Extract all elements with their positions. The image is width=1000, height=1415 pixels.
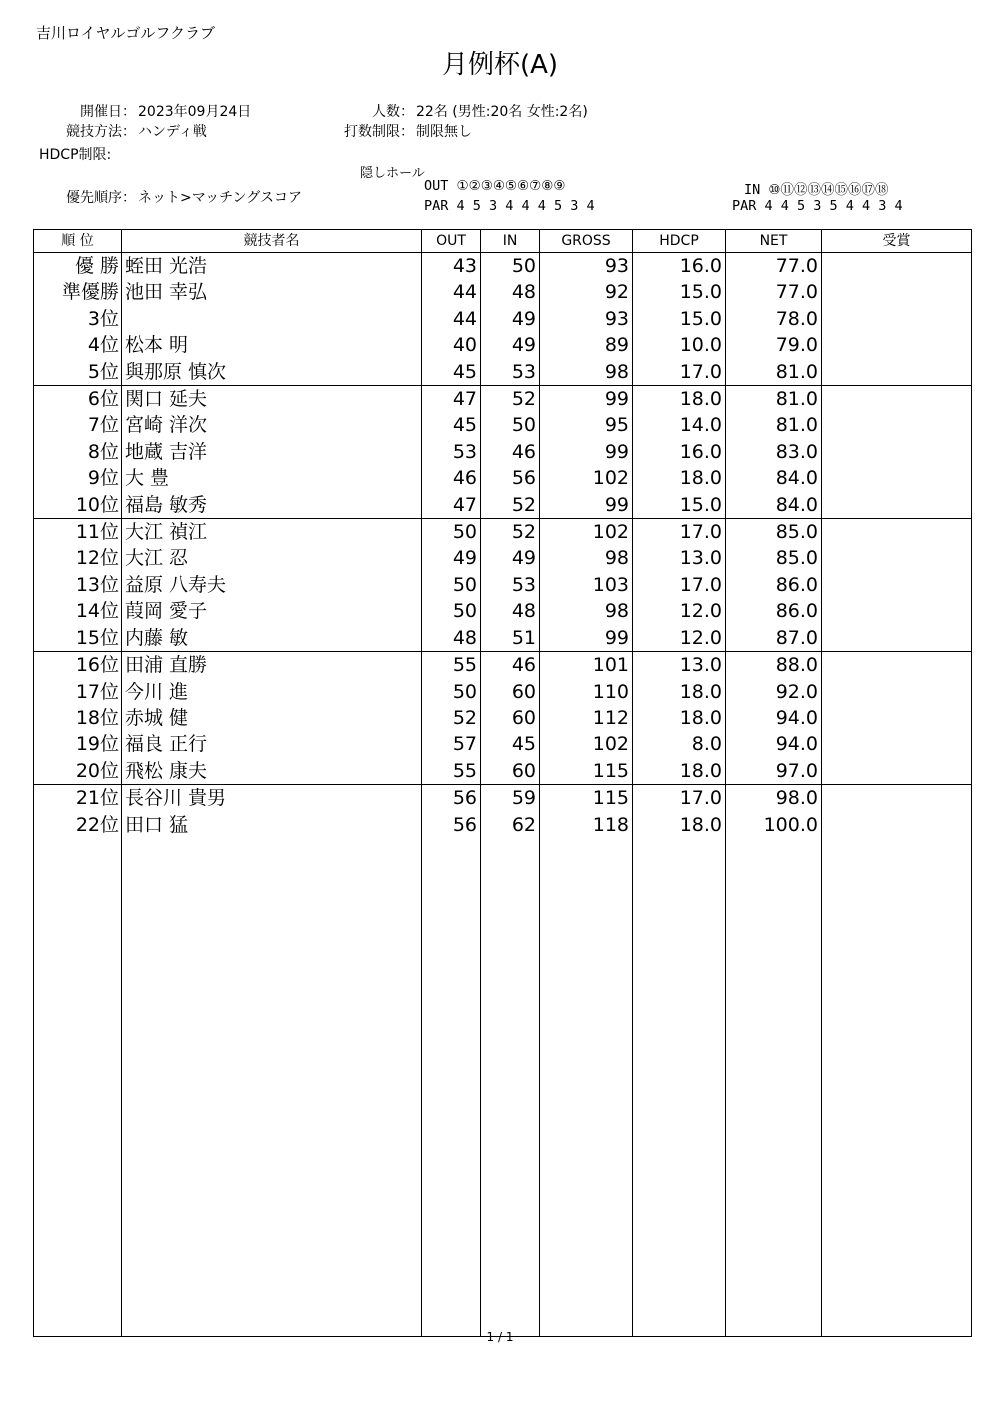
table-row bbox=[34, 705, 972, 731]
club-name: 吉川ロイヤルゴルフクラブ bbox=[36, 24, 215, 42]
filler-cell bbox=[726, 838, 822, 1337]
net-cell: 85.0 bbox=[726, 545, 822, 571]
rank-cell: 5位 bbox=[34, 359, 122, 386]
filler-cell bbox=[122, 838, 422, 1337]
out-cell: 44 bbox=[422, 279, 481, 305]
out-cell: 50 bbox=[422, 519, 481, 546]
hdcp-cell: 18.0 bbox=[633, 705, 726, 731]
name-cell: 福島 敏秀 bbox=[122, 492, 422, 519]
net-cell: 94.0 bbox=[726, 731, 822, 757]
table-row bbox=[34, 359, 972, 386]
net-cell: 97.0 bbox=[726, 758, 822, 785]
gross-cell: 115 bbox=[540, 785, 633, 812]
in-cell: 52 bbox=[481, 492, 540, 519]
table-row bbox=[34, 812, 972, 838]
date-value: 2023年09月24日 bbox=[138, 104, 252, 120]
hdcp-cell: 18.0 bbox=[633, 758, 726, 785]
rank-cell: 6位 bbox=[34, 386, 122, 413]
table-header-row bbox=[34, 230, 972, 253]
table-row bbox=[34, 279, 972, 305]
in-cell: 60 bbox=[481, 758, 540, 785]
table-row bbox=[34, 465, 972, 491]
out-cell: 50 bbox=[422, 598, 481, 624]
out-hole-numbers: OUT ①②③④⑤⑥⑦⑧⑨ bbox=[424, 178, 566, 194]
net-cell: 84.0 bbox=[726, 465, 822, 491]
column-header-net: NET bbox=[726, 230, 822, 253]
hdcp-cell: 8.0 bbox=[633, 731, 726, 757]
rank-cell: 16位 bbox=[34, 652, 122, 679]
gross-cell: 110 bbox=[540, 679, 633, 705]
rank-cell: 7位 bbox=[34, 412, 122, 438]
hdcp-cell: 13.0 bbox=[633, 652, 726, 679]
empty-filler-row bbox=[34, 838, 972, 1337]
column-header-name: 競技者名 bbox=[122, 230, 422, 253]
rank-cell: 準優勝 bbox=[34, 279, 122, 305]
gross-cell: 99 bbox=[540, 386, 633, 413]
method-value: ハンディ戦 bbox=[138, 124, 207, 140]
in-cell: 46 bbox=[481, 652, 540, 679]
award-cell bbox=[822, 386, 972, 413]
award-cell bbox=[822, 652, 972, 679]
rank-cell: 19位 bbox=[34, 731, 122, 757]
rank-cell: 13位 bbox=[34, 572, 122, 598]
gross-cell: 89 bbox=[540, 332, 633, 358]
name-cell: 長谷川 貴男 bbox=[122, 785, 422, 812]
award-cell bbox=[822, 465, 972, 491]
award-cell bbox=[822, 572, 972, 598]
award-cell bbox=[822, 306, 972, 332]
gross-cell: 93 bbox=[540, 306, 633, 332]
net-cell: 84.0 bbox=[726, 492, 822, 519]
people-label: 人数： bbox=[372, 104, 414, 120]
name-cell: 田口 猛 bbox=[122, 812, 422, 838]
column-header-award: 受賞 bbox=[822, 230, 972, 253]
hdcp-cell: 15.0 bbox=[633, 306, 726, 332]
rank-cell: 12位 bbox=[34, 545, 122, 571]
name-cell: 宮崎 洋次 bbox=[122, 412, 422, 438]
filler-cell bbox=[481, 838, 540, 1337]
hdcp-cell: 17.0 bbox=[633, 519, 726, 546]
method-label: 競技方法： bbox=[66, 124, 136, 140]
out-cell: 40 bbox=[422, 332, 481, 358]
filler-cell bbox=[422, 838, 481, 1337]
award-cell bbox=[822, 758, 972, 785]
net-cell: 87.0 bbox=[726, 625, 822, 652]
hidden-hole-label: 隠しホール bbox=[360, 166, 425, 181]
net-cell: 85.0 bbox=[726, 519, 822, 546]
rank-cell: 8位 bbox=[34, 439, 122, 465]
hdcp-cell: 18.0 bbox=[633, 812, 726, 838]
in-cell: 51 bbox=[481, 625, 540, 652]
gross-cell: 102 bbox=[540, 519, 633, 546]
rank-cell: 20位 bbox=[34, 758, 122, 785]
column-header-gross: GROSS bbox=[540, 230, 633, 253]
filler-cell bbox=[822, 838, 972, 1337]
hdcp-cell: 10.0 bbox=[633, 332, 726, 358]
rank-cell: 4位 bbox=[34, 332, 122, 358]
out-cell: 44 bbox=[422, 306, 481, 332]
out-par-values: PAR 4 5 3 4 4 4 5 3 4 bbox=[424, 198, 595, 214]
name-cell: 蛭田 光浩 bbox=[122, 253, 422, 280]
rank-cell: 11位 bbox=[34, 519, 122, 546]
hdcp-cell: 16.0 bbox=[633, 253, 726, 280]
rank-cell: 優 勝 bbox=[34, 253, 122, 280]
hdcp-cell: 17.0 bbox=[633, 572, 726, 598]
in-cell: 52 bbox=[481, 519, 540, 546]
award-cell bbox=[822, 279, 972, 305]
table-row bbox=[34, 758, 972, 785]
gross-cell: 103 bbox=[540, 572, 633, 598]
rank-cell: 15位 bbox=[34, 625, 122, 652]
table-row bbox=[34, 598, 972, 624]
hdcp-cell: 17.0 bbox=[633, 785, 726, 812]
name-cell: 内藤 敏 bbox=[122, 625, 422, 652]
in-cell: 53 bbox=[481, 572, 540, 598]
in-cell: 56 bbox=[481, 465, 540, 491]
net-cell: 79.0 bbox=[726, 332, 822, 358]
in-cell: 46 bbox=[481, 439, 540, 465]
priority-label: 優先順序： bbox=[66, 190, 136, 206]
gross-cell: 112 bbox=[540, 705, 633, 731]
limit-value: 制限無し bbox=[416, 124, 472, 140]
in-cell: 49 bbox=[481, 306, 540, 332]
table-row bbox=[34, 572, 972, 598]
out-cell: 57 bbox=[422, 731, 481, 757]
out-cell: 55 bbox=[422, 652, 481, 679]
rank-cell: 3位 bbox=[34, 306, 122, 332]
rank-cell: 22位 bbox=[34, 812, 122, 838]
in-cell: 53 bbox=[481, 359, 540, 386]
net-cell: 83.0 bbox=[726, 439, 822, 465]
hdcp-cell: 13.0 bbox=[633, 545, 726, 571]
net-cell: 98.0 bbox=[726, 785, 822, 812]
hdcp-cell: 18.0 bbox=[633, 386, 726, 413]
out-cell: 52 bbox=[422, 705, 481, 731]
net-cell: 94.0 bbox=[726, 705, 822, 731]
name-cell: 福良 正行 bbox=[122, 731, 422, 757]
results-table bbox=[33, 229, 972, 1337]
name-cell: 大江 禎江 bbox=[122, 519, 422, 546]
in-cell: 50 bbox=[481, 253, 540, 280]
table-row bbox=[34, 332, 972, 358]
in-cell: 59 bbox=[481, 785, 540, 812]
net-cell: 86.0 bbox=[726, 572, 822, 598]
gross-cell: 98 bbox=[540, 545, 633, 571]
award-cell bbox=[822, 679, 972, 705]
award-cell bbox=[822, 731, 972, 757]
net-cell: 77.0 bbox=[726, 279, 822, 305]
in-cell: 60 bbox=[481, 679, 540, 705]
name-cell bbox=[122, 306, 422, 332]
name-cell: 地蔵 吉洋 bbox=[122, 439, 422, 465]
award-cell bbox=[822, 439, 972, 465]
table-row bbox=[34, 386, 972, 413]
out-cell: 53 bbox=[422, 439, 481, 465]
out-cell: 49 bbox=[422, 545, 481, 571]
name-cell: 與那原 慎次 bbox=[122, 359, 422, 386]
page-title: 月例杯(A) bbox=[441, 50, 559, 80]
in-par-values: PAR 4 4 5 3 5 4 4 3 4 bbox=[732, 198, 903, 214]
gross-cell: 93 bbox=[540, 253, 633, 280]
hdcp-cell: 12.0 bbox=[633, 625, 726, 652]
out-cell: 47 bbox=[422, 492, 481, 519]
name-cell: 葭岡 愛子 bbox=[122, 598, 422, 624]
name-cell: 飛松 康夫 bbox=[122, 758, 422, 785]
table-row bbox=[34, 306, 972, 332]
award-cell bbox=[822, 812, 972, 838]
net-cell: 78.0 bbox=[726, 306, 822, 332]
in-cell: 49 bbox=[481, 332, 540, 358]
in-cell: 50 bbox=[481, 412, 540, 438]
award-cell bbox=[822, 625, 972, 652]
table-row bbox=[34, 545, 972, 571]
award-cell bbox=[822, 545, 972, 571]
table-row bbox=[34, 625, 972, 652]
hdcp-limit-label: HDCP制限: bbox=[39, 147, 112, 163]
table-row bbox=[34, 519, 972, 546]
gross-cell: 99 bbox=[540, 625, 633, 652]
gross-cell: 99 bbox=[540, 492, 633, 519]
in-cell: 45 bbox=[481, 731, 540, 757]
award-cell bbox=[822, 412, 972, 438]
out-cell: 45 bbox=[422, 359, 481, 386]
rank-cell: 21位 bbox=[34, 785, 122, 812]
rank-cell: 17位 bbox=[34, 679, 122, 705]
table-row bbox=[34, 253, 972, 280]
out-cell: 47 bbox=[422, 386, 481, 413]
name-cell: 大江 忍 bbox=[122, 545, 422, 571]
gross-cell: 99 bbox=[540, 439, 633, 465]
name-cell: 益原 八寿夫 bbox=[122, 572, 422, 598]
in-cell: 62 bbox=[481, 812, 540, 838]
hdcp-cell: 16.0 bbox=[633, 439, 726, 465]
out-cell: 50 bbox=[422, 679, 481, 705]
gross-cell: 95 bbox=[540, 412, 633, 438]
rank-cell: 9位 bbox=[34, 465, 122, 491]
column-header-rank: 順 位 bbox=[34, 230, 122, 253]
table-row bbox=[34, 492, 972, 519]
in-cell: 48 bbox=[481, 598, 540, 624]
table-row bbox=[34, 412, 972, 438]
award-cell bbox=[822, 705, 972, 731]
page-number: 1 / 1 bbox=[486, 1330, 514, 1344]
name-cell: 田浦 直勝 bbox=[122, 652, 422, 679]
name-cell: 赤城 健 bbox=[122, 705, 422, 731]
net-cell: 77.0 bbox=[726, 253, 822, 280]
rank-cell: 14位 bbox=[34, 598, 122, 624]
table-row bbox=[34, 439, 972, 465]
net-cell: 81.0 bbox=[726, 359, 822, 386]
table-row bbox=[34, 731, 972, 757]
out-cell: 48 bbox=[422, 625, 481, 652]
net-cell: 86.0 bbox=[726, 598, 822, 624]
table-row bbox=[34, 679, 972, 705]
column-header-hdcp: HDCP bbox=[633, 230, 726, 253]
gross-cell: 115 bbox=[540, 758, 633, 785]
gross-cell: 102 bbox=[540, 465, 633, 491]
out-cell: 56 bbox=[422, 812, 481, 838]
in-hole-numbers: IN ⑩⑪⑫⑬⑭⑮⑯⑰⑱ bbox=[744, 182, 889, 198]
net-cell: 81.0 bbox=[726, 386, 822, 413]
limit-label: 打数制限： bbox=[344, 124, 414, 140]
column-header-in: IN bbox=[481, 230, 540, 253]
hdcp-cell: 15.0 bbox=[633, 279, 726, 305]
in-cell: 60 bbox=[481, 705, 540, 731]
hdcp-cell: 14.0 bbox=[633, 412, 726, 438]
name-cell: 大 豊 bbox=[122, 465, 422, 491]
results-body bbox=[34, 253, 972, 1337]
hdcp-cell: 12.0 bbox=[633, 598, 726, 624]
award-cell bbox=[822, 359, 972, 386]
net-cell: 92.0 bbox=[726, 679, 822, 705]
name-cell: 松本 明 bbox=[122, 332, 422, 358]
gross-cell: 101 bbox=[540, 652, 633, 679]
gross-cell: 102 bbox=[540, 731, 633, 757]
net-cell: 81.0 bbox=[726, 412, 822, 438]
hdcp-cell: 18.0 bbox=[633, 465, 726, 491]
hdcp-cell: 17.0 bbox=[633, 359, 726, 386]
table-row bbox=[34, 785, 972, 812]
in-cell: 49 bbox=[481, 545, 540, 571]
out-cell: 55 bbox=[422, 758, 481, 785]
rank-cell: 18位 bbox=[34, 705, 122, 731]
award-cell bbox=[822, 785, 972, 812]
gross-cell: 118 bbox=[540, 812, 633, 838]
hdcp-cell: 15.0 bbox=[633, 492, 726, 519]
filler-cell bbox=[34, 838, 122, 1337]
in-cell: 48 bbox=[481, 279, 540, 305]
award-cell bbox=[822, 492, 972, 519]
people-value: 22名 (男性:20名 女性:2名) bbox=[416, 104, 588, 120]
gross-cell: 92 bbox=[540, 279, 633, 305]
gross-cell: 98 bbox=[540, 598, 633, 624]
priority-value: ネット>マッチングスコア bbox=[138, 190, 303, 206]
out-cell: 56 bbox=[422, 785, 481, 812]
filler-cell bbox=[540, 838, 633, 1337]
gross-cell: 98 bbox=[540, 359, 633, 386]
award-cell bbox=[822, 332, 972, 358]
table-row bbox=[34, 652, 972, 679]
name-cell: 関口 延夫 bbox=[122, 386, 422, 413]
out-cell: 45 bbox=[422, 412, 481, 438]
column-header-out: OUT bbox=[422, 230, 481, 253]
net-cell: 88.0 bbox=[726, 652, 822, 679]
award-cell bbox=[822, 519, 972, 546]
in-cell: 52 bbox=[481, 386, 540, 413]
net-cell: 100.0 bbox=[726, 812, 822, 838]
hdcp-cell: 18.0 bbox=[633, 679, 726, 705]
out-cell: 50 bbox=[422, 572, 481, 598]
out-cell: 46 bbox=[422, 465, 481, 491]
name-cell: 池田 幸弘 bbox=[122, 279, 422, 305]
rank-cell: 10位 bbox=[34, 492, 122, 519]
award-cell bbox=[822, 253, 972, 280]
filler-cell bbox=[633, 838, 726, 1337]
date-label: 開催日： bbox=[80, 104, 136, 120]
name-cell: 今川 進 bbox=[122, 679, 422, 705]
award-cell bbox=[822, 598, 972, 624]
out-cell: 43 bbox=[422, 253, 481, 280]
